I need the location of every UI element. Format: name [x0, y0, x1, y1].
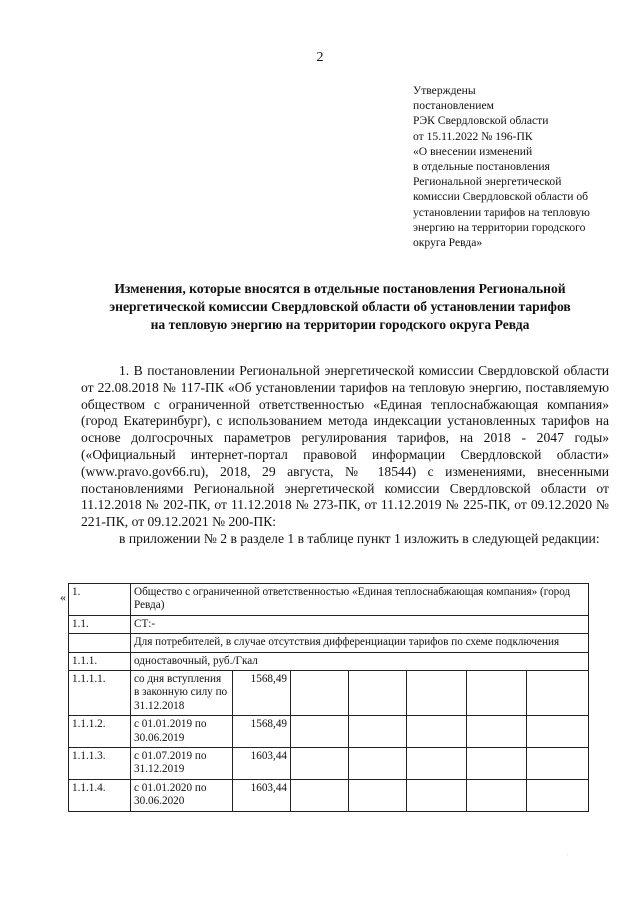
empty-cell [527, 748, 589, 780]
approval-block [413, 83, 628, 250]
title-line: энергетической комиссии Свердловской области об установлении тарифов [109, 299, 571, 314]
table-row [69, 779, 589, 811]
empty-cell [527, 716, 589, 748]
body-paragraph-2: в приложении № 2 в разделе 1 в таблице пункт 1 изложить в следующей редакции: [119, 530, 600, 546]
body-text [81, 363, 609, 548]
table-row [69, 716, 589, 748]
page-speck: . [567, 851, 569, 857]
tariff-value-cell: 1603,44 [233, 779, 291, 811]
opening-quote-mark: « [60, 590, 66, 604]
row-number: 1.1.1.3. [69, 748, 131, 780]
empty-cell [407, 779, 467, 811]
empty-cell [527, 671, 589, 716]
empty-cell [349, 748, 407, 780]
table-row [69, 615, 589, 633]
table-row [69, 584, 589, 616]
empty-cell [349, 671, 407, 716]
empty-cell [467, 671, 527, 716]
approval-line: округа Ревда» [413, 236, 483, 250]
empty-cell [291, 779, 349, 811]
row-number: 1.1. [69, 615, 131, 633]
empty-cell [291, 671, 349, 716]
body-paragraph-1: 1. В постановлении Региональной энергетической комиссии Свердловской области от 22.08.2018 № 117-ПК «Об установлении тарифов на тепловую энергию, поставляемую обществом с ограниченной ответственностью «Единая теплоснабжающая компания» (город Екатеринбург), с использованием метода индексации установленных тарифов на основе долгосрочных параметров регулирования тарифов, на 2018 - 2047 годы» («Официальный интернет-портал правовой информации Свердловской области» (www.pravo.gov66.ru), 2018, 29 августа, № 18544) с изменениями, внесенными постановлениями Региональной энергетической комиссии Свердловской области от 11.12.2018 № 202-ПК, от 11.12.2018 № 273-ПК, от 11.12.2019 № 225-ПК, от 09.12.2020 № 221-ПК, от 09.12.2021 № 200-ПК: [81, 363, 609, 530]
approval-line: в отдельные постановления [413, 160, 550, 174]
tariff-value-cell: 1603,44 [233, 748, 291, 780]
table-row [69, 748, 589, 780]
tariff-table [68, 583, 589, 812]
approval-line: установлении тарифов на тепловую [413, 205, 590, 219]
empty-cell [407, 716, 467, 748]
period-cell: со дня вступления в законную силу по 31.12.2018 [131, 671, 233, 716]
org-name-cell: Общество с ограниченной ответственностью «Единая теплоснабжающая компания» (город Ревда) [131, 584, 589, 616]
approval-line: постановлением [413, 99, 494, 113]
empty-cell [467, 779, 527, 811]
page-number: 2 [316, 50, 324, 65]
tariff-value-cell: 1568,49 [233, 671, 291, 716]
row-number: 1.1.1. [69, 652, 131, 670]
approval-line: от 15.11.2022 № 196-ПК [413, 129, 533, 143]
row-number: 1.1.1.1. [69, 671, 131, 716]
empty-cell [527, 779, 589, 811]
empty-cell [349, 779, 407, 811]
empty-cell [467, 716, 527, 748]
period-cell: с 01.01.2020 по 30.06.2020 [131, 779, 233, 811]
approval-line: Утверждены [413, 84, 476, 97]
table-row [69, 671, 589, 716]
table-row [69, 652, 589, 670]
approval-line: энергию на территории городского [413, 220, 586, 234]
tariff-type-cell: СТ:- [131, 615, 589, 633]
approval-line: комиссии Свердловской области об [413, 190, 589, 204]
consumer-group-cell: Для потребителей, в случае отсутствия дифференциации тарифов по схеме подключения [131, 634, 589, 652]
table-row [69, 634, 589, 652]
empty-cell [407, 748, 467, 780]
approval-line: РЭК Свердловской области [413, 114, 549, 128]
document-title [70, 280, 610, 334]
approval-line: Региональной энергетической [413, 175, 562, 189]
empty-cell [69, 634, 131, 652]
tariff-value-cell: 1568,49 [233, 716, 291, 748]
empty-cell [291, 716, 349, 748]
empty-cell [407, 671, 467, 716]
empty-cell [349, 716, 407, 748]
approval-line: «О внесении изменений [413, 144, 533, 158]
title-line: Изменения, которые вносятся в отдельные постановления Региональной [114, 281, 566, 296]
period-cell: с 01.07.2019 по 31.12.2019 [131, 748, 233, 780]
row-number: 1. [69, 584, 131, 616]
row-number: 1.1.1.4. [69, 779, 131, 811]
empty-cell [467, 748, 527, 780]
row-number: 1.1.1.2. [69, 716, 131, 748]
empty-cell [291, 748, 349, 780]
rate-type-cell: одноставочный, руб./Гкал [131, 652, 589, 670]
period-cell: с 01.01.2019 по 30.06.2019 [131, 716, 233, 748]
title-line: на тепловую энергию на территории городского округа Ревда [150, 317, 530, 332]
